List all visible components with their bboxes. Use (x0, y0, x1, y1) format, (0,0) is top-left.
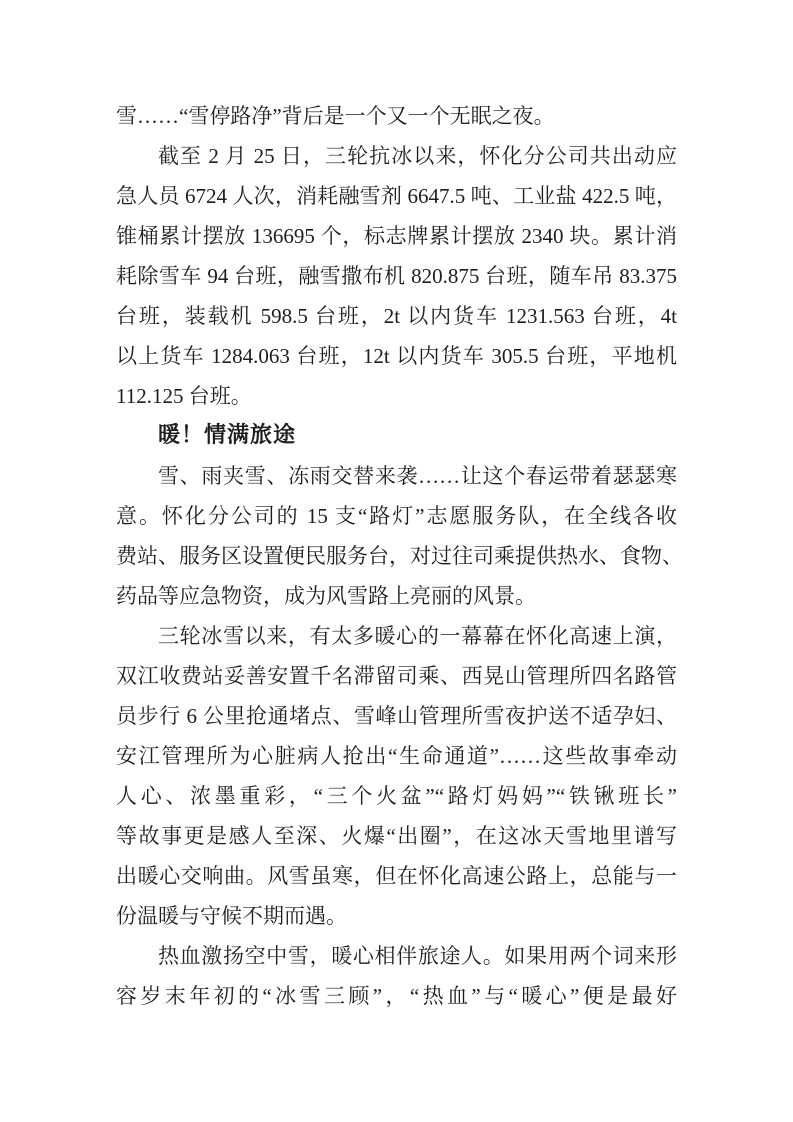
document-text-block (116, 96, 683, 1016)
text-line: 双江收费站妥善安置千名滞留司乘、西晃山管理所四名路管 (116, 664, 677, 688)
text-line: 三轮冰雪以来，有太多暖心的一幕幕在怀化高速上演， (158, 624, 677, 648)
text-line: 等故事更是感人至深、火爆“出圈”，在这冰天雪地里谱写 (116, 824, 677, 848)
text-line: 热血激扬空中雪，暖心相伴旅途人。如果用两个词来形 (158, 944, 677, 968)
text-line: 药品等应急物资，成为风雪路上亮丽的风景。 (116, 584, 536, 608)
text-line: 112.125 台班。 (116, 384, 252, 408)
text-line: 雪……“雪停路净”背后是一个又一个无眠之夜。 (116, 104, 555, 128)
text-line: 安江管理所为心脏病人抢出“生命通道”……这些故事牵动 (116, 744, 677, 768)
text-line: 份温暖与守候不期而遇。 (116, 904, 347, 928)
text-line: 容岁末年初的“冰雪三顾”，“热血”与“暖心”便是最好 (116, 984, 677, 1008)
text-line: 锥桶累计摆放 136695 个，标志牌累计摆放 2340 块。累计消 (116, 224, 677, 248)
text-line: 费站、服务区设置便民服务台，对过往司乘提供热水、食物、 (116, 544, 683, 568)
text-line: 员步行 6 公里抢通堵点、雪峰山管理所雪夜护送不适孕妇、 (116, 704, 677, 728)
text-line: 耗除雪车 94 台班，融雪撒布机 820.875 台班，随车吊 83.375 (116, 264, 677, 288)
text-line: 出暖心交响曲。风雪虽寒，但在怀化高速公路上，总能与一 (116, 864, 677, 888)
text-line: 截至 2 月 25 日，三轮抗冰以来，怀化分公司共出动应 (158, 144, 677, 168)
text-line: 意。怀化分公司的 15 支“路灯”志愿服务队，在全线各收 (116, 504, 677, 528)
text-line: 台班，装载机 598.5 台班，2t 以内货车 1231.563 台班，4t (116, 304, 677, 328)
text-line: 人心、浓墨重彩，“三个火盆”“路灯妈妈”“铁锹班长” (116, 784, 677, 808)
text-line: 雪、雨夹雪、冻雨交替来袭……让这个春运带着瑟瑟寒 (158, 464, 677, 488)
text-line: 急人员 6724 人次，消耗融雪剂 6647.5 吨、工业盐 422.5 吨， (116, 184, 677, 208)
text-line: 以上货车 1284.063 台班，12t 以内货车 305.5 台班，平地机 (116, 344, 677, 368)
section-heading: 暖！情满旅途 (158, 423, 297, 448)
